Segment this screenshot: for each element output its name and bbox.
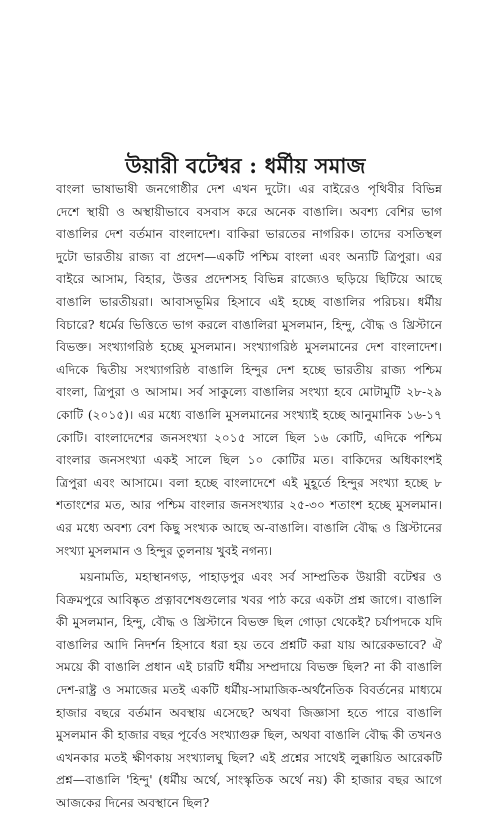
text-line: এর মধ্যে অবশ্য বেশ কিছু সংখ্যক আছে অ-বাঙালি। বাঙালি বৌদ্ধ ও খ্রিস্টানের: [56, 520, 442, 535]
chapter-title: উয়ারী বটেশ্বর : ধর্মীয় সমাজ: [125, 153, 366, 178]
text-line: বিক্রমপুরে আবিষ্কৃত প্রত্নাবশেষগুলোর খবর পাঠ করে একটা প্রশ্ন জাগে। বাঙালি: [56, 592, 442, 607]
text-line: এখনকার মতই ক্ষীণকায় সংখ্যালঘু ছিল? এই প্রশ্নের সাথেই লুক্কায়িত আরেকটি: [56, 750, 442, 765]
text-line: দেশে স্থায়ী ও অস্থায়ীভাবে বসবাস করে অনেক বাঙালি। অবশ্য বেশির ভাগ: [56, 204, 442, 219]
text-line: দুটো ভারতীয় রাজ্য বা প্রদেশ—একটি পশ্চিম বাংলা এবং অন্যটি ত্রিপুরা। এর: [56, 249, 442, 264]
chapter-body: [56, 178, 442, 815]
text-line: বাঙালি ভারতীয়রা। আবাসভূমির হিসাবে এই হচ্ছে বাঙালির পরিচয়। ধর্মীয়: [56, 294, 442, 309]
text-line: আজকের দিনের অবস্থানে ছিল?: [56, 796, 210, 811]
text-line: বাইরে আসাম, বিহার, উত্তর প্রদেশসহ বিভিন্ন রাজ্যেও ছড়িয়ে ছিটিয়ে আছে: [56, 272, 442, 287]
text-line: কোটি (২০১৫)। এর মধ্যে বাঙালি মুসলমানের সংখ্যাই হচ্ছে আনুমানিক ১৬-১৭: [56, 407, 442, 422]
text-line: দেশ-রাষ্ট্র ও সমাজের মতই একটি ধর্মীয়-সামাজিক-অর্থনৈতিক বিবর্তনের মাধ্যমে: [56, 683, 442, 698]
text-line: বিচারে? ধর্মের ভিত্তিতে ভাগ করলে বাঙালিরা মুসলমান, হিন্দু, বৌদ্ধ ও খ্রিস্টানে: [56, 317, 442, 332]
text-line: হাজার বছরে বর্তমান অবস্থায় এসেছে? অথবা জিজ্ঞাসা হতে পারে বাঙালি: [56, 705, 442, 720]
text-line: শতাংশের মত, আর পশ্চিম বাংলার জনসংখ্যার ২৫-৩০ শতাংশ হচ্ছে মুসলমান।: [56, 498, 442, 513]
text-line: বাংলা, ত্রিপুরা ও আসাম। সর্ব সাকুল্যে বাঙালির সংখ্যা হবে মোটামুটি ২৮-২৯: [56, 385, 442, 400]
text-line: বিভক্ত। সংখ্যাগরিষ্ঠ হচ্ছে মুসলমান। সংখ্যাগরিষ্ঠ মুসলমানের দেশ বাংলাদেশ।: [56, 340, 442, 355]
paragraph-2: [56, 566, 442, 815]
text-line: ত্রিপুরা এবং আসামে। বলা হচ্ছে বাংলাদেশে এই মুহূর্তে হিন্দুর সংখ্যা হচ্ছে ৮: [56, 475, 442, 490]
text-line: বাঙালির আদি নিদর্শন হিসাবে ধরা হয় তবে প্রশ্নটি করা যায় আরেকভাবে? ঐ: [56, 637, 442, 652]
text-line: কী মুসলমান, হিন্দু, বৌদ্ধ ও খ্রিস্টানে বিভক্ত ছিল গোড়া থেকেই? চর্যাপদকে যদি: [56, 615, 442, 630]
text-line: কোটি। বাংলাদেশের জনসংখ্যা ২০১৫ সালে ছিল ১৬ কোটি, এদিকে পশ্চিম: [56, 430, 442, 445]
text-line: ময়নামতি, মহাস্থানগড়, পাহাড়পুর এবং সর্ব সাম্প্রতিক উয়ারী বটেশ্বর ও: [80, 570, 442, 585]
paragraph-1: [56, 178, 442, 562]
text-line: সংখ্যা মুসলমান ও হিন্দুর তুলনায় খুবই নগন্য।: [56, 543, 273, 558]
text-line: প্রশ্ন—বাঙালি 'হিন্দু' (ধর্মীয় অর্থে, সাংস্কৃতিক অর্থে নয়) কী হাজার বছর আগে: [56, 773, 442, 788]
text-line: বাংলা ভাষাভাষী জনগোষ্ঠীর দেশ এখন দুটো। এর বাইরেও পৃথিবীর বিভিন্ন: [56, 182, 442, 196]
text-line: এদিকে দ্বিতীয় সংখ্যাগরিষ্ঠ বাঙালি হিন্দুর দেশ হচ্ছে ভারতীয় রাজ্য পশ্চিম: [56, 362, 442, 377]
text-line: বাঙালির দেশ বর্তমান বাংলাদেশ। বাকিরা ভারতের নাগরিক। তাদের বসতিস্থল: [56, 227, 442, 242]
text-line: সময়ে কী বাঙালি প্রধান এই চারটি ধর্মীয় সম্প্রদায়ে বিভক্ত ছিল? না কী বাঙালি: [56, 660, 442, 675]
text-line: বাংলার জনসংখ্যা একই সালে ছিল ১০ কোটির মত। বাকিদের অধিকাংশই: [56, 453, 442, 468]
text-line: মুসলমান কী হাজার বছর পূর্বেও সংখ্যাগুরু ছিল, অথবা বাঙালি বৌদ্ধ কী তখনও: [56, 728, 442, 743]
